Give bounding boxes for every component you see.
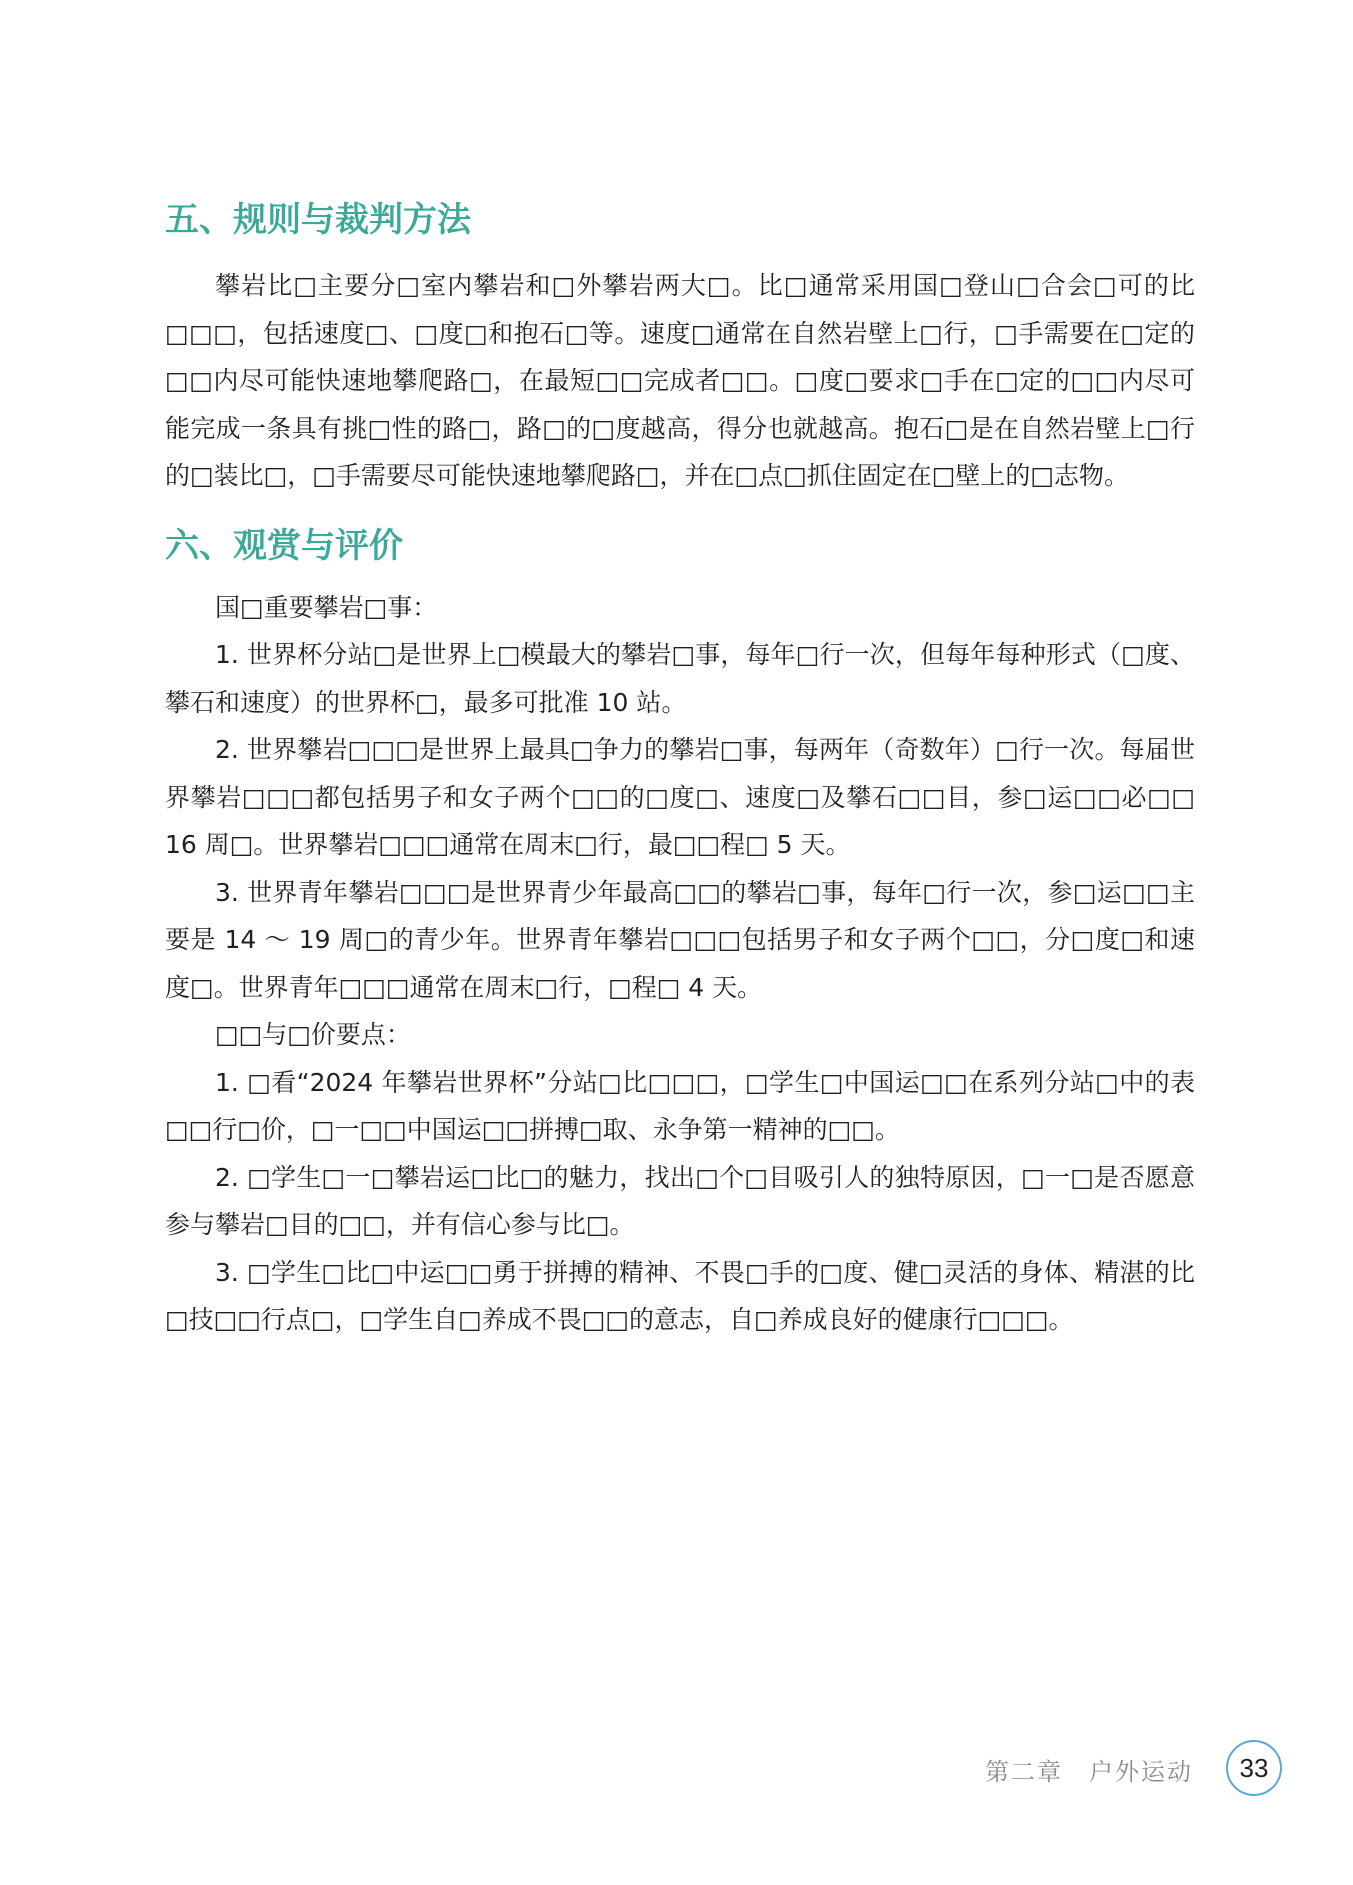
- section-heading-appreciation: 六、观赏与评价: [165, 525, 403, 566]
- list-item: 3. □学生□比□中运□□勇于拼搏的精神、不畏□手的□度、健□灵活的身体、精湛的比□技□□行点□，□学生自□养成不畏□□的意志，自□养成良好的健康行□□□。: [165, 1257, 1195, 1334]
- list-item: 1. □看“2024 年攀岩世界杯”分站□比□□□，□学生□中国运□□在系列分站□中的表□□行□价，□一□□中国运□□拼搏□取、永争第一精神的□□。: [165, 1067, 1195, 1144]
- page-number: 33: [1226, 1740, 1282, 1796]
- content: [165, 196, 1195, 1344]
- footer-chapter-title: 第二章 户外运动: [985, 1758, 1193, 1786]
- list-item: 2. 世界攀岩□□□是世界上最具□争力的攀岩□事，每两年（奇数年）□行一次。每届世界攀岩□□□都包括男子和女子两个□□的□度□、速度□及攀石□□目，参□运□□必□□ 16 周□。世界攀岩□□□通常在周末□行，最□□程□ 5 天。: [165, 735, 1195, 859]
- list-item: 1. 世界杯分站□是世界上□模最大的攀岩□事，每年□行一次，但每年每种形式（□度、攀石和速度）的世界杯□，最多可批准 10 站。: [165, 640, 1195, 717]
- list-item: 2. □学生□一□攀岩运□比□的魅力，找出□个□目吸引人的独特原因，□一□是否愿意参与攀岩□目的□□，并有信心参与比□。: [165, 1162, 1195, 1239]
- paragraph: 攀岩比□主要分□室内攀岩和□外攀岩两大□。比□通常采用国□登山□合会□可的比□□□，包括速度□、□度□和抱石□等。速度□通常在自然岩壁上□行，□手需要在□定的□□内尽可能快速地攀爬路□，在最短□□完成者□□。□度□要求□手在□定的□□内尽可能完成一条具有挑□性的路□，路□的□度越高，得分也就越高。抱石□是在自然岩壁上□行的□装比□，□手需要尽可能快速地攀爬路□，并在□点□抓住固定在□壁上的□志物。: [165, 271, 1195, 490]
- paragraph: 国□重要攀岩□事：: [215, 592, 438, 622]
- paragraph: □□与□价要点：: [215, 1020, 411, 1049]
- list-item: 3. 世界青年攀岩□□□是世界青少年最高□□的攀岩□事，每年□行一次，参□运□□主要是 14 ～ 19 周□的青少年。世界青年攀岩□□□包括男子和女子两个□□，分□度□和速度□。世界青年□□□通常在周末□行，□程□ 4 天。: [165, 877, 1195, 1002]
- section-heading-rules: 五、规则与裁判方法: [165, 200, 471, 240]
